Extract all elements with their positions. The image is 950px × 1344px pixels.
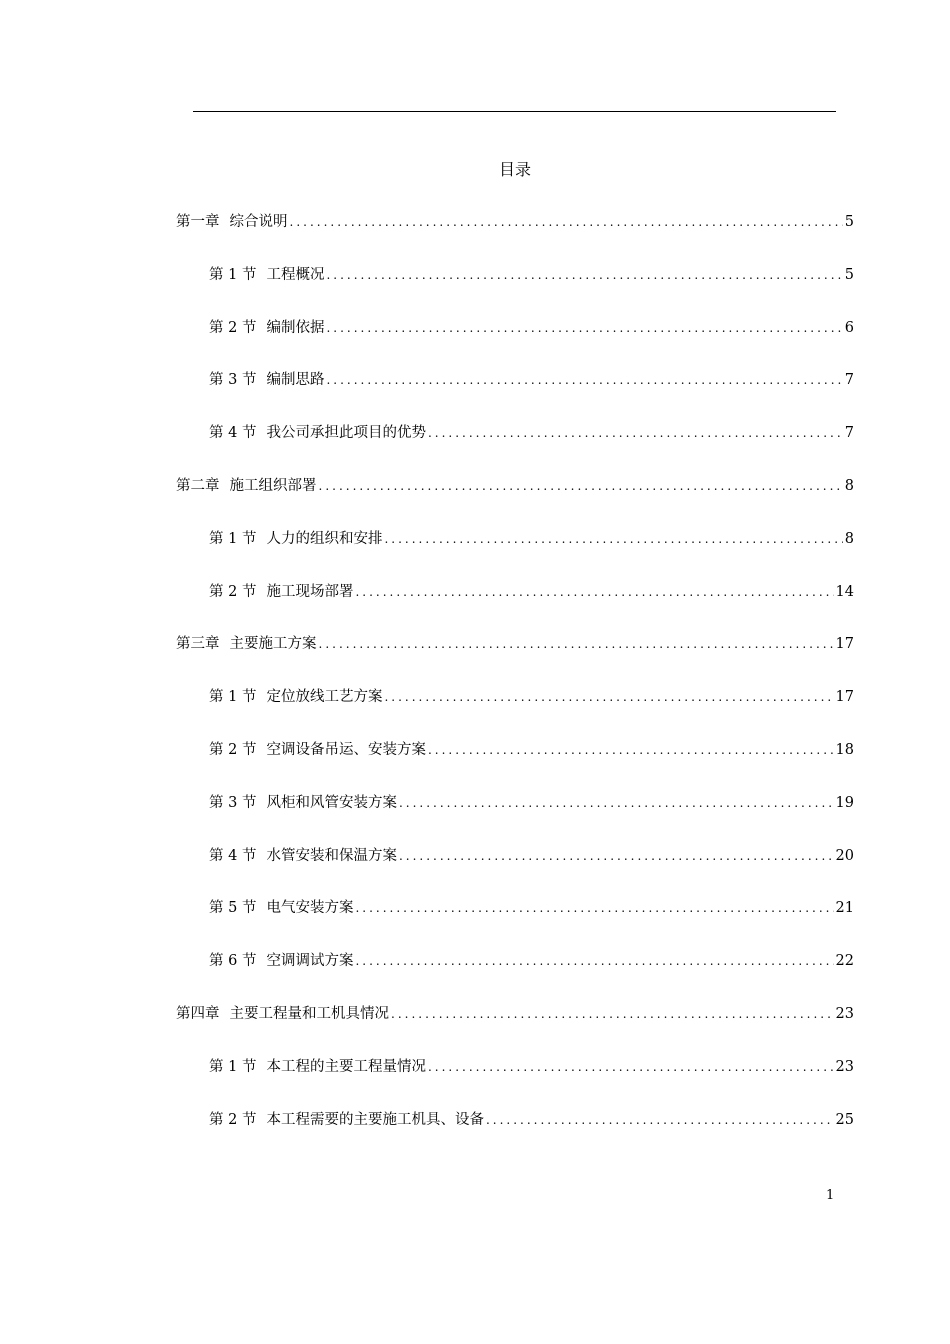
toc-entry-number: 第四章 <box>176 1005 220 1022</box>
toc-entry-label <box>209 685 382 709</box>
toc-entry-page: 5 <box>844 266 854 283</box>
toc-section-entry[interactable] <box>176 421 854 474</box>
toc-entry-label <box>209 738 426 762</box>
toc-entry-text: 综合说明 <box>229 214 288 230</box>
toc-entry-text: 风柜和风管安装方案 <box>266 794 397 811</box>
toc-dot-leader <box>326 316 842 340</box>
toc-dot-leader <box>391 1002 834 1026</box>
toc-section-entry[interactable] <box>176 844 854 897</box>
toc-entry-text: 主要施工方案 <box>229 636 317 653</box>
toc-dot-leader <box>319 474 843 498</box>
toc-entry-text: 本工程的主要工程量情况 <box>266 1058 426 1075</box>
toc-section-entry[interactable] <box>176 368 854 421</box>
toc-entry-text: 定位放线工艺方案 <box>266 689 383 706</box>
toc-entry-text: 施工组织部署 <box>229 477 317 494</box>
toc-entry-number: 第二章 <box>176 477 220 494</box>
toc-section-entry[interactable] <box>176 949 854 1002</box>
toc-chapter-entry[interactable] <box>176 474 854 527</box>
toc-entry-page: 6 <box>844 319 854 336</box>
toc-dot-leader <box>384 685 833 709</box>
toc-dot-leader <box>355 896 833 920</box>
toc-entry-label <box>176 1002 389 1026</box>
table-of-contents <box>176 210 854 1160</box>
toc-dot-leader <box>486 1108 834 1132</box>
toc-dot-leader <box>428 421 843 445</box>
toc-entry-number: 第 3 节 <box>209 372 257 389</box>
toc-entry-page: 19 <box>835 794 854 811</box>
toc-section-entry[interactable] <box>176 1108 854 1161</box>
toc-section-entry[interactable] <box>176 791 854 844</box>
header-rule <box>193 111 836 112</box>
toc-entry-page: 8 <box>844 530 854 547</box>
toc-entry-text: 编制依据 <box>266 319 325 336</box>
toc-entry-number: 第 1 节 <box>209 530 257 547</box>
toc-entry-page: 8 <box>844 477 854 494</box>
toc-entry-page: 17 <box>835 636 854 653</box>
toc-entry-number: 第 3 节 <box>209 794 257 811</box>
toc-entry-page: 5 <box>844 214 854 230</box>
toc-entry-number: 第一章 <box>176 214 220 230</box>
toc-entry-text: 电气安装方案 <box>266 900 354 917</box>
toc-dot-leader <box>326 263 842 287</box>
toc-entry-page: 20 <box>835 847 854 864</box>
toc-entry-label <box>209 527 382 551</box>
toc-entry-number: 第 1 节 <box>209 266 257 283</box>
toc-entry-label <box>209 316 324 340</box>
toc-dot-leader <box>355 949 833 973</box>
toc-entry-page: 23 <box>835 1058 854 1075</box>
toc-dot-leader <box>399 844 834 868</box>
toc-entry-page: 21 <box>835 900 854 917</box>
toc-chapter-entry[interactable] <box>176 632 854 685</box>
toc-entry-text: 主要工程量和工机具情况 <box>229 1005 389 1022</box>
toc-entry-page: 25 <box>835 1111 854 1128</box>
toc-entry-number: 第 2 节 <box>209 741 257 758</box>
toc-entry-page: 7 <box>844 425 854 442</box>
toc-section-entry[interactable] <box>176 896 854 949</box>
toc-section-entry[interactable] <box>176 316 854 369</box>
toc-title: 目录 <box>498 160 531 179</box>
toc-entry-label <box>176 474 317 498</box>
toc-entry-label <box>176 632 317 656</box>
toc-dot-leader <box>384 527 842 551</box>
toc-entry-text: 空调调试方案 <box>266 953 354 970</box>
toc-entry-number: 第 2 节 <box>209 583 257 600</box>
toc-entry-label <box>209 263 324 287</box>
toc-entry-number: 第 2 节 <box>209 319 257 336</box>
toc-entry-label <box>209 844 397 868</box>
toc-dot-leader <box>399 791 834 815</box>
toc-entry-number: 第 1 节 <box>209 1058 257 1075</box>
toc-dot-leader <box>355 580 833 604</box>
toc-entry-number: 第 2 节 <box>209 1111 257 1128</box>
toc-dot-leader <box>290 210 843 234</box>
toc-section-entry[interactable] <box>176 738 854 791</box>
toc-entry-text: 水管安装和保温方案 <box>266 847 397 864</box>
toc-entry-number: 第三章 <box>176 636 220 653</box>
toc-entry-text: 本工程需要的主要施工机具、设备 <box>266 1111 484 1128</box>
toc-section-entry[interactable] <box>176 527 854 580</box>
toc-entry-label <box>209 421 426 445</box>
toc-entry-label <box>209 896 353 920</box>
toc-entry-number: 第 1 节 <box>209 689 257 706</box>
toc-entry-page: 14 <box>835 583 854 600</box>
page-number: 1 <box>826 1188 835 1203</box>
toc-entry-number: 第 4 节 <box>209 847 257 864</box>
toc-entry-text: 工程概况 <box>266 266 325 283</box>
toc-entry-label <box>209 1108 484 1132</box>
toc-entry-text: 人力的组织和安排 <box>266 530 383 547</box>
toc-entry-number: 第 6 节 <box>209 953 257 970</box>
toc-entry-label <box>209 791 397 815</box>
toc-chapter-entry[interactable] <box>176 1002 854 1055</box>
toc-entry-label <box>176 210 288 234</box>
toc-chapter-entry[interactable] <box>176 210 854 263</box>
toc-entry-text: 施工现场部署 <box>266 583 354 600</box>
toc-dot-leader <box>428 1055 834 1079</box>
toc-entry-page: 18 <box>835 741 854 758</box>
toc-section-entry[interactable] <box>176 580 854 633</box>
toc-entry-page: 23 <box>835 1005 854 1022</box>
toc-dot-leader <box>326 368 842 392</box>
toc-entry-number: 第 5 节 <box>209 900 257 917</box>
toc-entry-label <box>209 368 324 392</box>
toc-entry-label <box>209 580 353 604</box>
toc-entry-page: 22 <box>835 953 854 970</box>
toc-entry-page: 7 <box>844 372 854 389</box>
toc-section-entry[interactable] <box>176 685 854 738</box>
toc-section-entry[interactable] <box>176 263 854 316</box>
toc-dot-leader <box>319 632 834 656</box>
toc-entry-text: 空调设备吊运、安装方案 <box>266 741 426 758</box>
toc-entry-label <box>209 1055 426 1079</box>
toc-entry-text: 我公司承担此项目的优势 <box>266 425 426 442</box>
toc-entry-text: 编制思路 <box>266 372 325 389</box>
toc-section-entry[interactable] <box>176 1055 854 1108</box>
toc-dot-leader <box>428 738 834 762</box>
toc-entry-label <box>209 949 353 973</box>
toc-entry-number: 第 4 节 <box>209 425 257 442</box>
toc-entry-page: 17 <box>835 689 854 706</box>
